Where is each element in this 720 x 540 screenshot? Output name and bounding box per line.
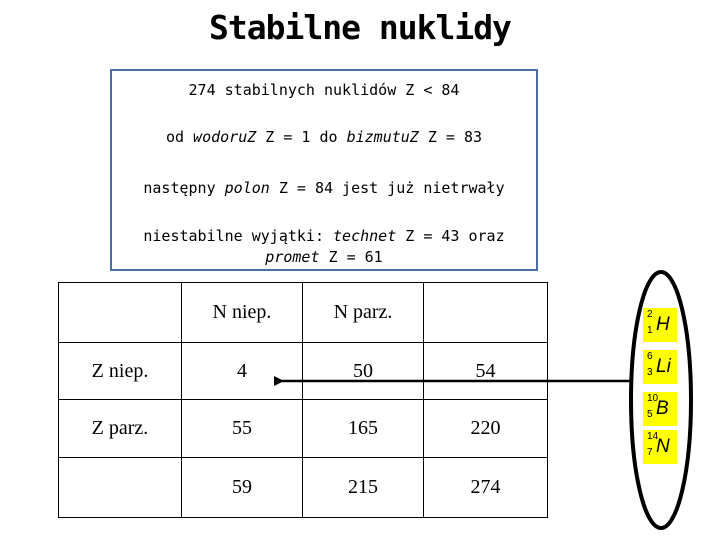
table-cell: 54	[424, 343, 548, 400]
element-symbol: Li	[656, 356, 671, 377]
table-cell: 55	[182, 400, 303, 458]
table-cell: 165	[303, 400, 424, 458]
info-line-range: od wodoruZ Z = 1 do bizmutuZ Z = 83	[165, 128, 483, 146]
table-cell: 215	[303, 458, 424, 518]
table-header-z-odd: Z niep.	[59, 343, 182, 400]
element-symbol: H	[656, 314, 670, 335]
table-header-n-even: N parz.	[303, 283, 424, 343]
atomic-number: 7	[647, 447, 653, 458]
nuclide-b10	[643, 392, 677, 426]
info-line-count: 274 stabilnych nuklidów Z < 84	[188, 81, 460, 99]
nuclide-li6	[643, 350, 677, 384]
info-line-exceptions: niestabilne wyjątki: technet Z = 43 oraz promet Z = 61	[143, 227, 505, 266]
mass-number: 6	[647, 351, 653, 362]
mass-number: 2	[647, 309, 653, 320]
nuclide-n14	[643, 430, 677, 464]
element-symbol: N	[656, 436, 670, 457]
table-cell: 4	[182, 343, 303, 400]
table-cell: 50	[303, 343, 424, 400]
atomic-number: 1	[647, 325, 653, 336]
mass-number: 14	[647, 431, 659, 442]
table-header-z-even: Z parz.	[59, 400, 182, 458]
table-cell: 59	[182, 458, 303, 518]
table-cell: 220	[424, 400, 548, 458]
nuclide-h2	[643, 308, 677, 342]
element-symbol: B	[656, 398, 669, 419]
atomic-number: 3	[647, 367, 653, 378]
mass-number: 10	[647, 393, 659, 404]
slide-title: Stabilne nuklidy	[209, 8, 511, 47]
table-header-n-odd: N niep.	[182, 283, 303, 343]
table-cell: 274	[424, 458, 548, 518]
atomic-number: 5	[647, 409, 653, 420]
info-line-polonium: następny polon Z = 84 jest już nietrwały	[143, 179, 505, 197]
